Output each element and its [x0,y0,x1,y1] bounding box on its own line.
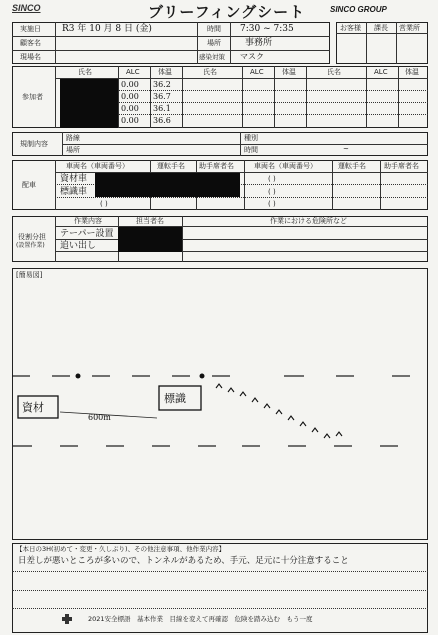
diagram-label: [簡易図] [16,271,43,279]
materials-vehicle-label: 資材 [22,401,44,414]
lane-marker [12,374,13,379]
reg-place-label: 場所 [66,146,80,154]
notes-label: 【本日の3H(初めて・変更・久しぶり)、その他注意事項、他作業内容】 [16,545,226,553]
company-logo: SINCO [12,3,41,13]
task-item: テーパー設置 [60,229,114,239]
footer-mark [62,614,72,624]
route-label: 路線 [66,134,80,142]
place-value: 事務所 [245,38,273,48]
danger-header: 作業における危険所など [270,217,347,225]
header-temp-2: 体温 [282,68,296,76]
reg-time-sep: ~ [343,145,349,153]
redacted-vehicle-number [95,173,150,197]
temp-value: 36.1 [153,104,171,113]
vehicle-paren: ( ) [268,188,276,196]
vehicle-name: 標識車 [60,187,88,197]
driver-header-1: 運転手名 [157,162,185,170]
header-temp-3: 体温 [405,68,419,76]
notes-text: 日差しが悪いところが多いので、トンネルがあるため、手元、足元に十分注意すること [18,556,349,566]
vehicle-name: 資材車 [60,174,88,184]
infection-label: 感染対策 [199,53,225,61]
reg-time-label: 時間 [244,146,258,154]
person-header: 担当者名 [136,217,164,225]
infection-value: マスク [240,52,264,61]
header-name-2: 氏名 [203,68,217,76]
date-label: 実施日 [20,25,41,33]
redacted-assignee-names [118,227,182,252]
temp-value: 36.7 [153,92,171,101]
driver-header-2: 運転手名 [338,162,366,170]
lane-marker [200,374,205,379]
approval-client: お客様 [340,24,361,32]
vehicle-paren: ( ) [268,200,276,208]
time-label: 時間 [207,25,221,33]
sign-vehicle-label: 標識 [164,392,186,405]
site-label: 現場名 [20,53,41,61]
header-alc-3: ALC [374,68,388,76]
assistant-header-2: 助手席者名 [384,162,419,170]
temp-value: 36.6 [153,116,171,125]
place-label: 場所 [207,39,221,47]
alc-value: 0.00 [121,92,139,101]
roles-sublabel: (設置作業) [16,242,45,249]
vehicle-header-1: 車両名（車両番号） [66,162,129,170]
page-title: ブリーフィングシート [148,3,306,21]
participants-label: 参加者 [22,93,43,101]
type-label: 種別 [244,134,258,142]
footer-slogan: 2021安全標語 基本作業 目線を変えて再確認 危険を踏み込む もう一度 [88,615,313,623]
road-diagram [12,268,428,540]
vehicle-header-2: 車両名（車両番号） [254,162,317,170]
lane-marker [76,374,81,379]
alc-value: 0.00 [121,104,139,113]
approval-manager: 課長 [374,24,388,32]
task-item: 追い出し [60,241,97,251]
vehicle-paren: ( ) [100,200,108,208]
dispatch-label: 配車 [22,181,36,189]
traffic-cone-taper [216,384,342,438]
roles-label: 役割分担 [18,233,46,241]
alc-value: 0.00 [121,116,139,125]
header-alc-2: ALC [250,68,264,76]
vehicle-paren: ( ) [268,175,276,183]
temp-value: 36.2 [153,80,171,89]
assistant-header-1: 助手席者名 [199,162,234,170]
client-label: 顧客名 [20,39,41,47]
header-name-3: 氏名 [327,68,341,76]
regulation-label: 規制内容 [20,140,48,148]
approval-office: 営業所 [399,24,420,32]
distance-label: 600m [88,413,111,422]
group-logo: SINCO GROUP [330,5,387,14]
work-header: 作業内容 [74,217,102,225]
redacted-driver-names [150,173,240,197]
redacted-participant-names [60,79,118,128]
date-value: R3 年 10 月 8 日 (金) [62,24,152,34]
header-temp-1: 体温 [158,68,172,76]
header-alc-1: ALC [126,68,140,76]
alc-value: 0.00 [121,80,139,89]
time-value: 7:30 ~ 7:35 [240,24,294,34]
header-name-1: 氏名 [78,68,92,76]
